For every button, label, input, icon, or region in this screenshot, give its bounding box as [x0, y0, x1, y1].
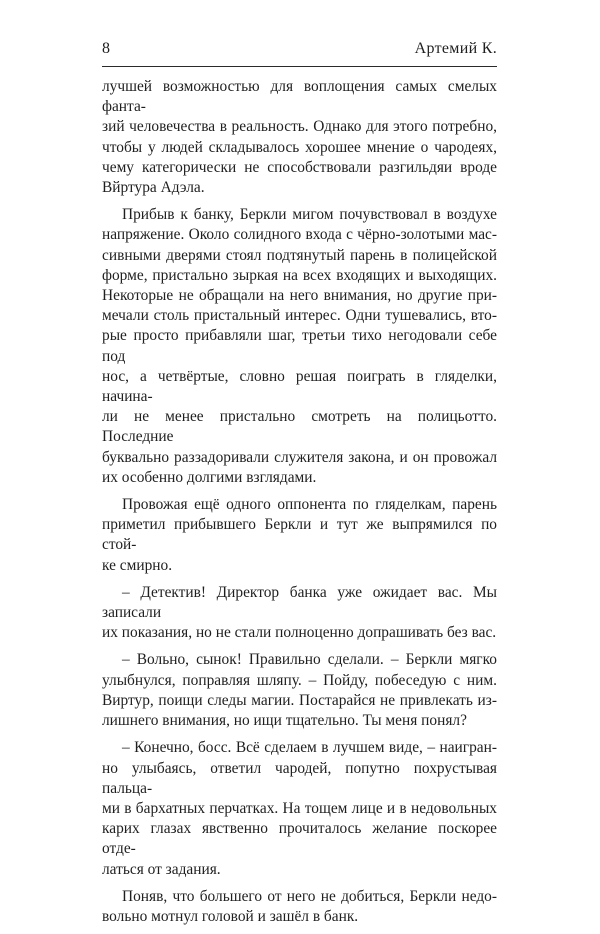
page-header: [102, 40, 497, 62]
text-line: буквально раззадоривали служителя закона, и он провожал: [102, 448, 497, 466]
text-line: сивными дверями стоял подтянутый парень в полицейской: [102, 246, 497, 264]
page-number: 8: [102, 40, 111, 57]
text-line: чему категорически не способствовали разгильдяи вроде: [102, 158, 497, 176]
body-text: [102, 77, 497, 934]
text-line: карих глазах явственно прочиталось желание поскорее отде-: [102, 820, 497, 858]
text-line: – Вольно, сынок! Правильно сделали. – Беркли мягко: [122, 651, 497, 669]
text-line: приметил прибывшего Беркли и тут же выпрямился по стой-: [102, 516, 497, 554]
text-line: рые просто прибавляли шаг, третьи тихо негодовали себе под: [102, 327, 497, 365]
text-line: Поняв, что большего от него не добиться, Беркли недо-: [122, 887, 497, 905]
header-rule: [102, 66, 497, 67]
text-line: нос, а четвёртые, словно решая поиграть в гляделки, начина-: [102, 367, 497, 406]
paragraph: [102, 887, 497, 927]
text-line-last: латься от задания.: [102, 860, 221, 878]
text-line: Провожая ещё одного оппонента по гляделкам, парень: [122, 496, 497, 514]
text-line: но улыбаясь, ответил чародей, попутно похрустывая пальца-: [102, 759, 497, 797]
paragraph: [102, 583, 497, 644]
text-line: чтобы у людей складывалось хорошее мнение о чародеях,: [102, 138, 497, 156]
text-line: форме, пристально зыркая на всех входящих и выходящих.: [102, 266, 497, 284]
text-line: лучшей возможностью для воплощения самых смелых фанта-: [102, 78, 497, 116]
text-line: напряжение. Около солидного входа с чёрно-золотыми мас-: [102, 226, 497, 244]
paragraph: [102, 205, 497, 488]
text-line-last: их показания, но не стали полноценно допрашивать без вас.: [102, 624, 497, 642]
text-line: Некоторые не обращали на него внимания, но другие при-: [102, 287, 497, 305]
text-line: Виртур, поищи следы магии. Постарайся не привлекать из-: [102, 691, 497, 709]
text-line-last: вольно мотнул головой и зашёл в банк.: [102, 907, 359, 925]
text-line-last: их особенно долгими взглядами.: [102, 468, 317, 486]
text-line: зий человечества в реальность. Однако для этого потребно,: [102, 118, 497, 136]
text-line: мечали столь пристальный интерес. Одни тушевались, вто-: [102, 307, 497, 325]
running-head-author: Артемий К.: [414, 40, 497, 57]
paragraph: [102, 738, 497, 879]
text-line: – Детектив! Директор банка уже ожидает вас. Мы записали: [102, 583, 497, 622]
text-line: Прибыв к банку, Беркли мигом почувствовал в воздухе: [122, 206, 497, 224]
paragraph: [102, 495, 497, 576]
text-line-last: Вйртура Адэла.: [102, 179, 205, 197]
paragraph: [102, 650, 497, 731]
text-line: ми в бархатных перчатках. На тощем лице и в недовольных: [102, 799, 497, 817]
text-line-last: ке смирно.: [102, 556, 173, 574]
text-line: улыбнулся, поправляя шляпу. – Пойду, побеседую с ним.: [102, 671, 497, 689]
text-line: ли не менее пристально смотреть на полицьотто. Последние: [102, 408, 497, 446]
text-line-last: лишнего внимания, но ищи тщательно. Ты меня понял?: [102, 712, 467, 730]
paragraph: [102, 77, 497, 198]
text-line: – Конечно, босс. Всё сделаем в лучшем виде, – наигран-: [122, 739, 497, 757]
